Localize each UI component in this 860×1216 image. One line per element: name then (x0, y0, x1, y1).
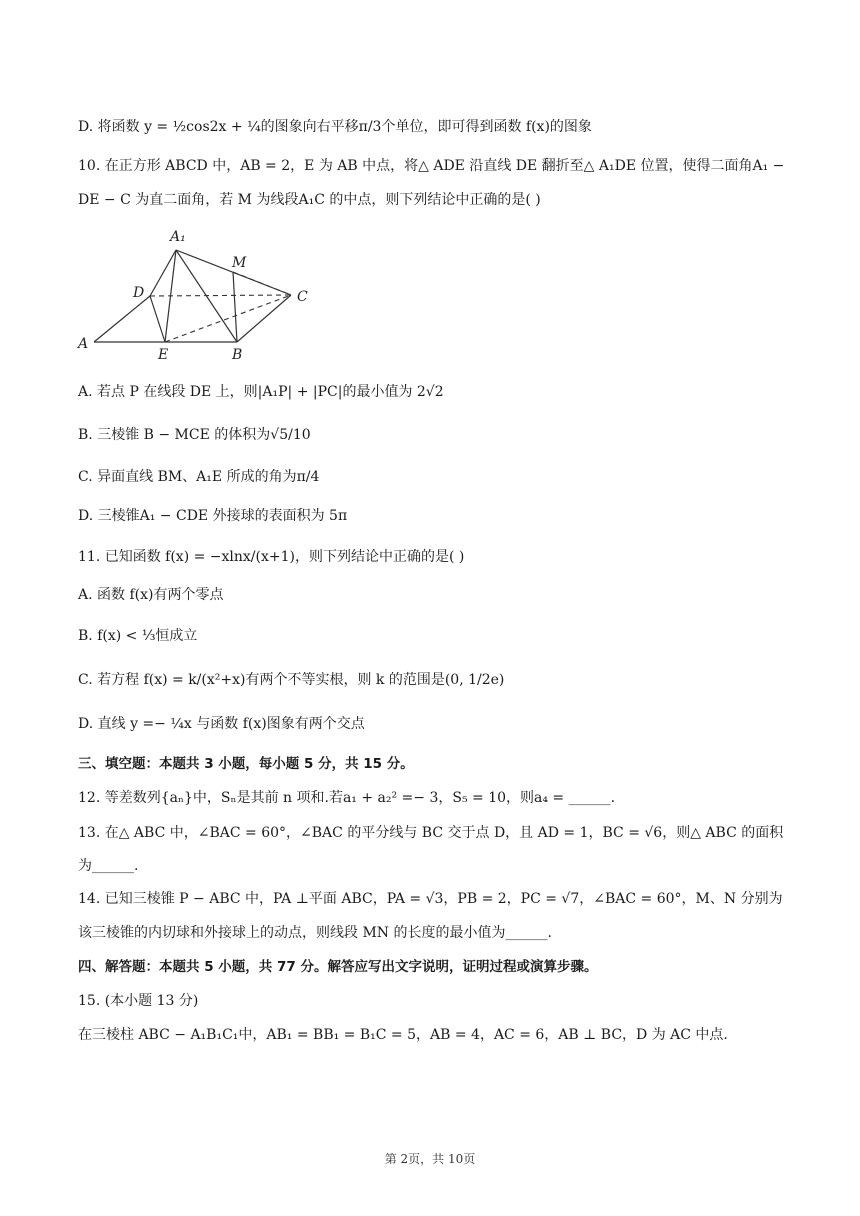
q11-stem: 11. 已知函数 f(x) = −xlnx/(x+1)，则下列结论中正确的是( ) (78, 549, 465, 565)
edge-DE (150, 296, 165, 342)
q15-heading: 15. (本小题 13 分) (78, 993, 199, 1009)
section-3-heading: 三、填空题：本题共 3 小题，每小题 5 分，共 15 分。 (78, 756, 414, 772)
label-A: A (78, 336, 89, 352)
q11-option-b: B. f(x) < ⅓恒成立 (78, 628, 198, 644)
q12: 12. 等差数列{aₙ}中，Sₙ是其前 n 项和.若a₁ + a₂² =− 3，S₅ = 10，则a₄ = ______. (78, 790, 616, 806)
label-D: D (133, 285, 145, 301)
edge-BC (237, 295, 291, 342)
edge-MB (233, 272, 237, 342)
edge-EC-dashed (165, 295, 291, 342)
q10-option-d: D. 三棱锥A₁ − CDE 外接球的表面积为 5π (78, 508, 348, 524)
label-B: B (232, 347, 243, 360)
q13-line1: 13. 在△ ABC 中，∠BAC = 60°，∠BAC 的平分线与 BC 交于点 D，且 AD = 1，BC = √6，则△ ABC 的面积 (78, 825, 784, 841)
q10-option-c: C. 异面直线 BM、A₁E 所成的角为π/4 (78, 469, 320, 485)
q14-line1: 14. 已知三棱锥 P − ABC 中，PA ⊥平面 ABC，PA = √3，PB = 2，PC = √7，∠BAC = 60°，M、N 分别为 (78, 891, 783, 907)
q10-stem-line2: DE − C 为直二面角，若 M 为线段A₁C 的中点，则下列结论中正确的是( ) (78, 192, 541, 208)
label-A1: A₁ (170, 229, 186, 245)
q11-option-d: D. 直线 y =− ¼x 与函数 f(x)图象有两个交点 (78, 716, 365, 732)
q10-option-b: B. 三棱锥 B − MCE 的体积为√5/10 (78, 427, 311, 443)
label-E: E (158, 347, 169, 360)
q14-line2: 该三棱锥的内切球和外接球上的动点，则线段 MN 的长度的最小值为______. (78, 925, 552, 941)
page-footer: 第 2页，共 10页 (384, 1152, 476, 1166)
q10-stem-line1: 10. 在正方形 ABCD 中，AB = 2，E 为 AB 中点，将△ ADE 沿直线 DE 翻折至△ A₁DE 位置，使得二面角A₁ − (78, 158, 785, 174)
q10-option-a: A. 若点 P 在线段 DE 上，则|A₁P| + |PC|的最小值为 2√2 (78, 384, 444, 400)
edge-A1D (150, 250, 176, 296)
section-4-heading: 四、解答题：本题共 5 小题，共 77 分。解答应写出文字说明，证明过程或演算步骤。 (78, 959, 598, 975)
q9-option-d: D. 将函数 y = ½cos2x + ¼的图象向右平移π/3个单位，即可得到函数 f(x)的图象 (78, 119, 592, 135)
edge-AD (94, 296, 150, 342)
label-C: C (297, 289, 308, 305)
label-M: M (232, 255, 247, 271)
q15-line1: 在三棱柱 ABC − A₁B₁C₁中，AB₁ = BB₁ = B₁C = 5，AB = 4，AC = 6，AB ⊥ BC，D 为 AC 中点. (78, 1027, 728, 1043)
q11-option-c: C. 若方程 f(x) = k/(x²+x)有两个不等实根，则 k 的范围是(0, 1/2e) (78, 672, 505, 688)
folded-square-figure (70, 225, 330, 360)
q13-line2: 为______. (78, 858, 139, 874)
q11-option-a: A. 函数 f(x)有两个零点 (78, 587, 224, 603)
